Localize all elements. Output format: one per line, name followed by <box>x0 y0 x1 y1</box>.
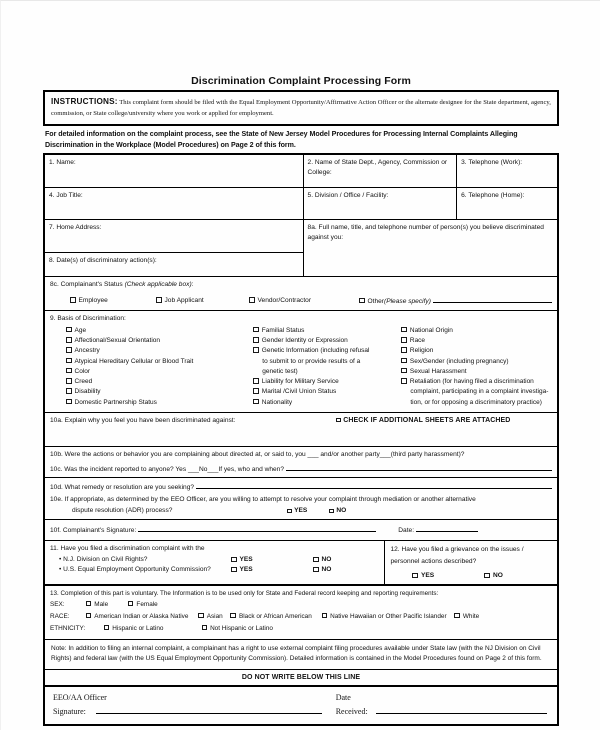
q11-eeoc-yes-label: YES <box>239 566 253 574</box>
officer-signature-block <box>53 693 336 716</box>
q13-sex-male[interactable] <box>86 601 108 608</box>
checkbox-icon[interactable] <box>66 388 72 394</box>
basis-item-label: Atypical Hereditary Cellular or Blood Trait <box>74 357 194 365</box>
basis-item-genetic-information-cont1: to submit to or provide results of a <box>262 357 361 365</box>
q13-heading: 13. Completion of this part is voluntary. The Information is to be used only for State and Federal record keeping and reporting requirements: <box>50 589 439 597</box>
status-option-vendor-label: Vendor/Contractor <box>257 297 312 305</box>
field-dates-of-action[interactable] <box>45 253 304 277</box>
field-dates-of-action-label: 8. Date(s) of discriminatory action(s): <box>49 257 157 265</box>
field-name[interactable] <box>45 155 304 188</box>
q13-ethnicity-label: ETHNICITY: <box>50 624 86 632</box>
basis-item-marital-civil-union[interactable] <box>253 387 401 397</box>
basis-item-creed[interactable] <box>66 377 253 387</box>
q13-race-row <box>50 611 552 623</box>
checkbox-icon[interactable] <box>336 418 341 423</box>
detail-note: For detailed information on the complaint process, see the State of New Jersey Model Procedures for Processing Internal Complaints Alleging Discrimination in the Workplace (Model Procedures) on Page 2 of this form. <box>45 129 518 149</box>
q13-race-white[interactable] <box>454 613 479 620</box>
checkbox-icon[interactable] <box>128 601 134 607</box>
basis-item-familial-status[interactable] <box>253 326 401 336</box>
basis-item-label: Retaliation (for having filed a discrimination <box>409 378 534 386</box>
date-received-input[interactable] <box>376 704 547 714</box>
q11-item-eeoc <box>45 566 384 577</box>
q10c-row <box>50 463 552 475</box>
q13-sex-label: SEX: <box>50 600 65 608</box>
instructions-label: INSTRUCTIONS: <box>51 97 118 106</box>
field-home-address[interactable] <box>45 220 304 253</box>
q12-heading-line1: 12. Have you filed a grievance on the issues / <box>390 546 524 554</box>
field-agency-label: 2. Name of State Dept., Agency, Commission or College: <box>307 159 448 176</box>
checkbox-icon[interactable] <box>401 327 407 333</box>
checkbox-icon[interactable] <box>86 613 92 619</box>
basis-item-retaliation-cont2: tion, or for opposing a discriminatory practice) <box>410 398 542 406</box>
status-heading-italic: (Check applicable box) <box>124 281 192 289</box>
checkbox-icon[interactable] <box>156 297 162 303</box>
q11-item-njdcr-label: • N.J. Division on Civil Rights? <box>59 556 148 564</box>
checkbox-icon[interactable] <box>313 557 319 563</box>
q10a-row <box>50 416 552 427</box>
q10e-yes-label: YES <box>294 506 308 514</box>
field-home-address-label: 7. Home Address: <box>49 224 102 232</box>
q13-sex-male-label: Male <box>94 600 109 608</box>
checkbox-icon[interactable] <box>104 625 110 631</box>
basis-item-label: Sex/Gender (including pregnancy) <box>409 357 509 365</box>
q10a-label: 10a. Explain why you feel you have been discriminated against: <box>50 417 236 424</box>
q13-ethnicity-row <box>50 623 552 635</box>
date-received-title: Date <box>335 693 351 703</box>
q10d-label: 10d. What remedy or resolution are you seeking? <box>50 484 195 492</box>
field-telephone-work-label: 3. Telephone (Work): <box>461 159 523 167</box>
basis-item-retaliation-cont1: complaint, participating in a complaint investiga- <box>410 388 549 396</box>
instructions-box <box>43 90 559 126</box>
field-division-label: 5. Division / Office / Facility: <box>307 192 389 200</box>
q12-heading-line2: personnel actions described? <box>390 557 477 565</box>
do-not-write-banner: DO NOT WRITE BELOW THIS LINE <box>45 669 557 687</box>
checkbox-icon[interactable] <box>231 567 237 573</box>
status-option-other-label: Other <box>367 298 384 306</box>
checkbox-icon[interactable] <box>249 297 255 303</box>
q10e-line2-row <box>50 506 552 517</box>
status-heading-end: : <box>191 281 194 289</box>
basis-item-label: Nationality <box>261 398 293 406</box>
basis-item-genetic-information-cont2: genetic test) <box>262 367 298 375</box>
q13-ethnicity-hispanic[interactable] <box>104 623 200 635</box>
checkbox-icon[interactable] <box>401 358 407 364</box>
checkbox-icon[interactable] <box>66 327 72 333</box>
q10a-additional-sheets[interactable] <box>336 416 510 427</box>
section-13 <box>45 586 557 640</box>
q13-race-label: RACE: <box>50 612 70 620</box>
checkbox-icon[interactable] <box>401 337 407 343</box>
left-stack <box>45 220 304 277</box>
q11-item-njdcr <box>45 556 384 566</box>
checkbox-icon[interactable] <box>401 368 407 374</box>
basis-item-label: Disability <box>74 388 101 396</box>
q10d-row <box>50 481 552 493</box>
q13-race-native-hawaiian-label: Native Hawaiian or Other Pacific Islander <box>330 612 447 620</box>
section-10c <box>45 461 557 479</box>
date-received-label: Received: <box>335 707 368 717</box>
status-option-vendor[interactable] <box>249 296 359 306</box>
q10d-input[interactable] <box>196 481 552 489</box>
q12-yes-label: YES <box>420 571 435 579</box>
checkbox-icon[interactable] <box>66 378 72 384</box>
basis-item-label: Ancestry <box>74 347 100 355</box>
basis-heading: 9. Basis of Discrimination: <box>50 314 126 322</box>
checkbox-icon[interactable] <box>202 625 208 631</box>
status-option-employee[interactable] <box>70 296 156 306</box>
basis-item-label: National Origin <box>409 326 453 334</box>
q10e-line2: dispute resolution (ADR) process? <box>72 506 173 514</box>
basis-item-sex-gender[interactable] <box>401 357 552 367</box>
q10f-date-input[interactable] <box>416 524 478 532</box>
checkbox-icon[interactable] <box>313 567 319 573</box>
form-body <box>43 90 559 726</box>
form-grid <box>43 153 559 726</box>
checkbox-icon[interactable] <box>86 601 92 607</box>
section-note <box>45 640 557 670</box>
q11-njdcr-yes[interactable] <box>231 556 313 563</box>
section-11-12-row <box>45 541 557 586</box>
basis-columns <box>50 326 552 408</box>
q13-ethnicity-not-hispanic[interactable] <box>202 625 273 632</box>
form-row-2 <box>45 188 557 220</box>
basis-item-national-origin[interactable] <box>401 326 552 336</box>
officer-signature-input[interactable] <box>96 704 322 714</box>
q11-eeoc-yes[interactable] <box>231 566 313 573</box>
q12-no-label: NO <box>492 571 503 579</box>
section-10e <box>45 494 557 520</box>
q10e-line1: 10e. If appropriate, as determined by the EEO Officer, are you willing to attempt to resolve your complaint through mediation or another alternative <box>50 496 476 504</box>
basis-item-label: Liability for Military Service <box>261 378 339 386</box>
q11-njdcr-no-label: NO <box>321 556 332 564</box>
checkbox-icon[interactable] <box>287 509 292 514</box>
q13-race-black-label: Black or African American <box>238 612 312 620</box>
officer-signature-area <box>45 687 557 724</box>
field-agency[interactable] <box>304 155 458 188</box>
q10c-label: 10c. Was the incident reported to anyone? Yes ___No___If yes, who and when? <box>50 465 284 473</box>
checkbox-icon[interactable] <box>253 337 259 343</box>
checkbox-icon[interactable] <box>66 399 72 405</box>
checkbox-icon[interactable] <box>253 327 259 333</box>
status-heading-number: 8c. Complainant's Status <box>50 281 125 289</box>
basis-item-label: Marital /Civil Union Status <box>261 388 337 396</box>
checkbox-icon[interactable] <box>412 573 418 579</box>
checkbox-icon[interactable] <box>253 347 259 353</box>
officer-signature-label: Signature: <box>53 707 86 717</box>
status-option-other-italic: (Please specify) <box>384 298 431 306</box>
field-job-title-label: 4. Job Title: <box>49 192 83 200</box>
form-row-1 <box>45 155 557 188</box>
checkbox-icon[interactable] <box>231 557 237 563</box>
basis-item-label: Familial Status <box>261 326 305 334</box>
basis-item-label: Religion <box>409 347 434 355</box>
q13-sex-row <box>50 599 552 611</box>
field-telephone-home-label: 6. Telephone (Home): <box>461 192 525 200</box>
basis-item-affectional-sexual-orientation[interactable] <box>66 336 253 346</box>
basis-item-label: Sexual Harassment <box>409 367 467 375</box>
field-job-title[interactable] <box>45 188 304 220</box>
q10a-additional-sheets-label: CHECK IF ADDITIONAL SHEETS ARE ATTACHED <box>343 417 511 424</box>
status-option-other[interactable] <box>359 295 552 307</box>
section-11 <box>45 541 385 584</box>
q13-race-asian[interactable] <box>198 613 223 620</box>
q13-race-native-hawaiian[interactable] <box>322 613 447 620</box>
section-10a <box>45 413 557 447</box>
q13-ethnicity-not-hispanic-label: Not Hispanic or Latino <box>210 624 273 632</box>
checkbox-icon[interactable] <box>329 509 334 514</box>
q13-race-american-indian[interactable] <box>86 613 189 620</box>
checkbox-icon[interactable] <box>359 298 365 304</box>
checkbox-icon[interactable] <box>66 368 72 374</box>
instructions-text: This complaint form should be filed with the Equal Employment Opportunity/Affirmative Action Officer or the alternate designee for the State department, agency, commission, or State college/university where you work or applied for employment. <box>51 99 551 117</box>
q10e-yes[interactable] <box>287 506 307 517</box>
officer-signature-title: EEO/AA Officer <box>53 693 107 703</box>
basis-item-disability[interactable] <box>66 387 253 397</box>
basis-item-genetic-information[interactable] <box>253 346 401 356</box>
note-text: Note: In addition to filing an internal complaint, a complainant has a right to use external complaint filing procedures available under State law (with the NJ Division on Civil Rights) and federal law (with the US Equal Employment Opportunity Commission). Detailed information is contained in the Model Procedures found on Page 2 of this form. <box>51 644 542 662</box>
field-accused-persons-label: 8a. Full name, title, and telephone number of person(s) you believe discriminated against you: <box>307 224 544 241</box>
basis-column-1 <box>50 326 253 408</box>
q11-njdcr-no[interactable] <box>313 556 331 563</box>
section-12 <box>385 541 557 584</box>
checkbox-icon[interactable] <box>253 378 259 384</box>
checkbox-icon[interactable] <box>322 613 328 619</box>
field-division[interactable] <box>304 188 458 220</box>
q13-ethnicity-hispanic-label: Hispanic or Latino <box>112 624 164 632</box>
basis-item-gender-identity[interactable] <box>253 336 401 346</box>
section-basis-of-discrimination <box>45 311 557 413</box>
checkbox-icon[interactable] <box>484 573 490 579</box>
basis-item-religion[interactable] <box>401 346 552 356</box>
status-heading <box>50 280 552 290</box>
checkbox-icon[interactable] <box>66 358 72 364</box>
q13-sex-female[interactable] <box>128 601 158 608</box>
checkbox-icon[interactable] <box>454 613 460 619</box>
field-telephone-work[interactable] <box>457 155 557 188</box>
date-received-block <box>336 693 549 716</box>
basis-column-2 <box>253 326 401 408</box>
basis-item-label: Age <box>74 326 87 334</box>
q13-race-black[interactable] <box>230 613 311 620</box>
field-accused-persons[interactable] <box>304 220 557 277</box>
status-other-input[interactable] <box>433 295 552 303</box>
basis-item-ancestry[interactable] <box>66 346 253 356</box>
checkbox-icon[interactable] <box>253 399 259 405</box>
checkbox-icon[interactable] <box>230 613 236 619</box>
basis-item-label: Color <box>74 367 91 375</box>
q10f-label: 10f. Complainant's Signature: <box>50 527 137 535</box>
q13-race-asian-label: Asian <box>206 612 223 620</box>
q10c-input[interactable] <box>286 463 552 471</box>
basis-item-retaliation[interactable] <box>401 377 552 387</box>
basis-item-age[interactable] <box>66 326 253 336</box>
status-options-row <box>50 295 552 307</box>
section-10f <box>45 520 557 541</box>
section-complainant-status <box>45 277 557 311</box>
q11-item-eeoc-label: • U.S. Equal Employment Opportunity Commission? <box>59 566 211 574</box>
q10f-row <box>50 524 552 536</box>
checkbox-icon[interactable] <box>401 378 407 384</box>
section-10b <box>45 447 557 461</box>
field-telephone-home[interactable] <box>457 188 557 220</box>
basis-item-label: Creed <box>74 378 93 386</box>
page-title: Discrimination Complaint Processing Form <box>191 75 411 87</box>
basis-item-label: Gender Identity or Expression <box>261 337 348 345</box>
basis-item-nationality[interactable] <box>253 398 401 408</box>
q11-eeoc-no-label: NO <box>321 566 332 574</box>
basis-item-label: Genetic Information (including refusal <box>261 347 370 355</box>
checkbox-icon[interactable] <box>198 613 204 619</box>
status-option-job-applicant-label: Job Applicant <box>164 297 204 305</box>
basis-item-color[interactable] <box>66 367 253 377</box>
basis-item-sexual-harassment[interactable] <box>401 367 552 377</box>
checkbox-icon[interactable] <box>66 337 72 343</box>
form-row-3 <box>45 220 557 277</box>
q10f-signature-input[interactable] <box>138 524 376 532</box>
q13-sex-female-label: Female <box>136 600 158 608</box>
basis-item-race[interactable] <box>401 336 552 346</box>
q13-race-american-indian-label: American Indian or Alaska Native <box>94 612 189 620</box>
basis-item-label: Race <box>409 337 426 345</box>
q10b-label: 10b. Were the actions or behavior you are complaining about directed at, or said to, you ___ and/or another party___(third party harassment)? <box>50 451 465 458</box>
q11-eeoc-no[interactable] <box>313 566 331 573</box>
status-option-employee-label: Employee <box>78 297 108 305</box>
q12-yes[interactable] <box>412 570 484 581</box>
checkbox-icon[interactable] <box>253 388 259 394</box>
basis-item-atypical-hereditary-trait[interactable] <box>66 357 253 367</box>
status-option-job-applicant[interactable] <box>156 296 249 306</box>
q12-options <box>390 567 552 581</box>
q10f-date-label: Date: <box>398 527 415 535</box>
section-10d <box>45 478 557 494</box>
q11-njdcr-yes-label: YES <box>239 556 253 564</box>
checkbox-icon[interactable] <box>66 347 72 353</box>
checkbox-icon[interactable] <box>401 347 407 353</box>
checkbox-icon[interactable] <box>70 297 76 303</box>
officer-signature-row <box>53 704 336 716</box>
q10e-no-label: NO <box>336 506 347 514</box>
basis-item-label: Domestic Partnership Status <box>74 398 157 406</box>
q12-no[interactable] <box>484 570 502 581</box>
date-received-row <box>336 704 549 716</box>
basis-item-military-service[interactable] <box>253 377 401 387</box>
basis-item-label: Affectional/Sexual Orientation <box>74 337 161 345</box>
basis-column-3 <box>401 326 552 408</box>
q10e-no[interactable] <box>329 506 346 517</box>
q11-heading: 11. Have you filed a discrimination complaint with the <box>50 545 205 553</box>
q13-race-white-label: White <box>462 612 480 620</box>
basis-item-domestic-partnership-status[interactable] <box>66 398 253 408</box>
field-name-label: 1. Name: <box>49 159 76 167</box>
